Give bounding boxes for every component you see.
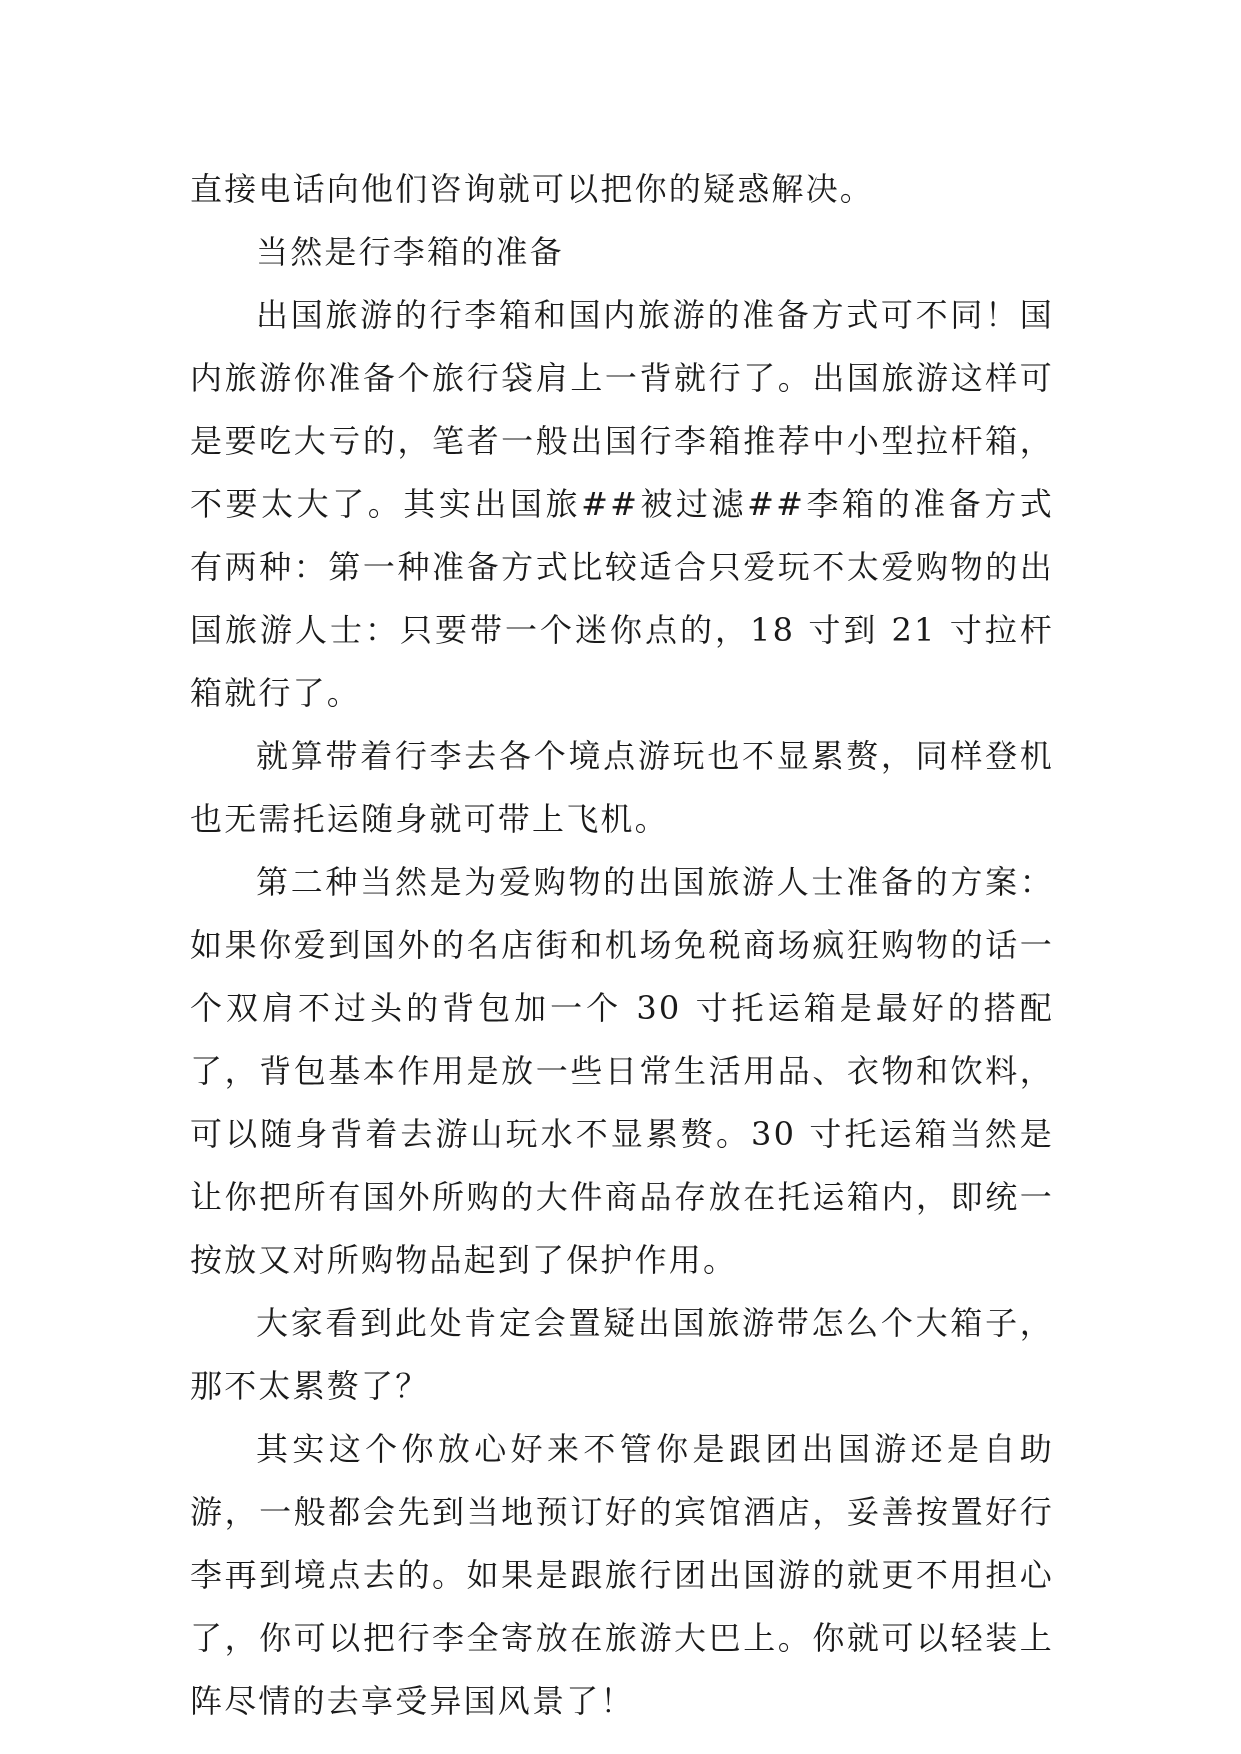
paragraph-4: 就算带着行李去各个境点游玩也不显累赘，同样登机也无需托运随身就可带上飞机。 [190, 737, 1054, 838]
document-body [190, 158, 1054, 1733]
paragraph-7: 其实这个你放心好来不管你是跟团出国游还是自助游，一般都会先到当地预订好的宾馆酒店，妥善按置好行李再到境点去的。如果是跟旅行团出国游的就更不用担心了，你可以把行李全寄放在旅游大巴上。你就可以轻装上阵尽情的去享受异国风景了！ [190, 1430, 1054, 1720]
paragraph-3: 出国旅游的行李箱和国内旅游的准备方式可不同！国内旅游你准备个旅行袋肩上一背就行了。出国旅游这样可是要吃大亏的，笔者一般出国行李箱推荐中小型拉杆箱，不要太大了。其实出国旅##被过滤##李箱的准备方式有两种：第一种准备方式比较适合只爱玩不太爱购物的出国旅游人士：只要带一个迷你点的，18 寸到 21 寸拉杆箱就行了。 [190, 296, 1054, 712]
paragraph-2: 当然是行李箱的准备 [256, 233, 564, 271]
paragraph-6: 大家看到此处肯定会置疑出国旅游带怎么个大箱子，那不太累赘了？ [190, 1304, 1054, 1405]
paragraph-5: 第二种当然是为爱购物的出国旅游人士准备的方案：如果你爱到国外的名店街和机场免税商场疯狂购物的话一个双肩不过头的背包加一个 30 寸托运箱是最好的搭配了，背包基本作用是放一些日常生活用品、衣物和饮料，可以随身背着去游山玩水不显累赘。30 寸托运箱当然是让你把所有国外所购的大件商品存放在托运箱内，即统一按放又对所购物品起到了保护作用。 [190, 863, 1054, 1279]
paragraph-1: 直接电话向他们咨询就可以把你的疑惑解决。 [190, 170, 875, 208]
